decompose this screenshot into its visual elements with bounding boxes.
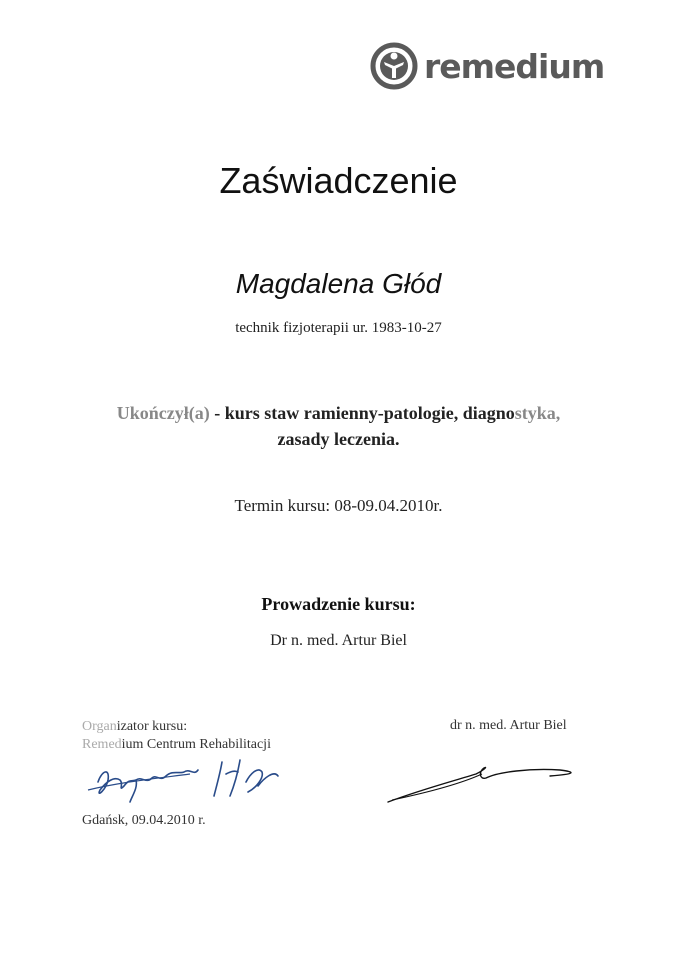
leadership-heading: Prowadzenie kursu:	[261, 594, 416, 614]
organizer-name: Remedium Centrum Rehabilitacji	[82, 737, 271, 752]
course-description	[60, 400, 617, 452]
leadership-name: Dr n. med. Artur Biel	[270, 632, 407, 649]
course-title-end: styka,	[514, 403, 561, 423]
document-title: Zaświadczenie	[219, 160, 458, 201]
recipient-details: technik fizjoterapii ur. 1983-10-27	[235, 320, 442, 336]
signatory-name: dr n. med. Artur Biel	[450, 718, 567, 733]
course-title-line2: zasady leczenia.	[277, 429, 400, 449]
course-term: Termin kursu: 08-09.04.2010r.	[234, 496, 443, 515]
organizer-label: Organizator kursu:	[82, 719, 188, 734]
organizer-signature	[80, 752, 300, 812]
course-title-part: - kurs staw ramienny-patologie, diagno	[209, 403, 515, 423]
logo-wordmark: remedium	[424, 46, 605, 86]
recipient-name: Magdalena Głód	[235, 268, 442, 299]
place-and-date: Gdańsk, 09.04.2010 r.	[82, 813, 206, 828]
organizer-block	[82, 718, 271, 754]
artur-biel-signature	[380, 750, 580, 810]
course-completed-label: Ukończył(a)	[116, 403, 210, 423]
remedium-person-circle-icon	[370, 42, 418, 90]
remedium-logo	[370, 40, 604, 92]
